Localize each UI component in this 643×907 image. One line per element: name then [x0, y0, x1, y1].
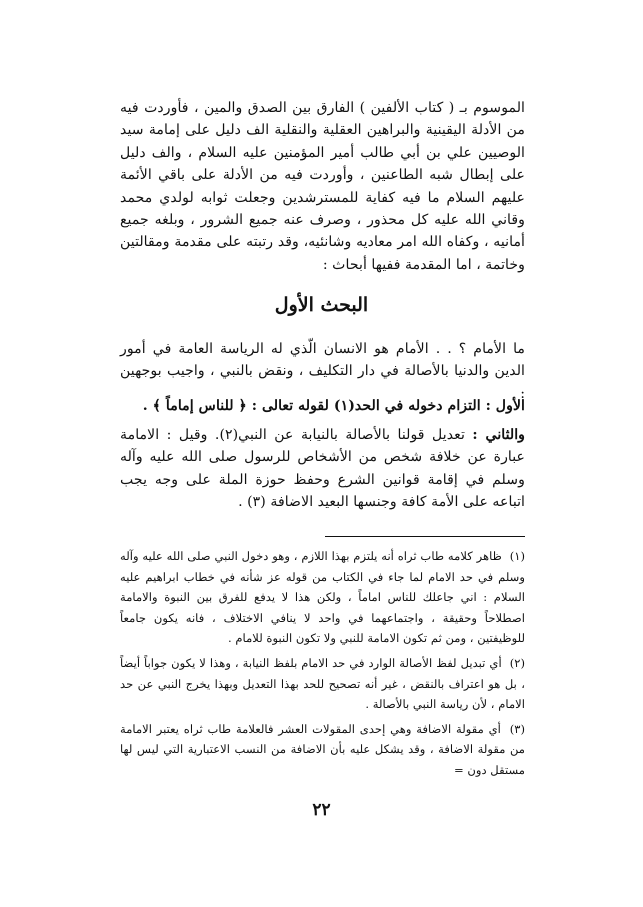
- footnote-text: أي مقولة الاضافة وهي إحدى المقولات العشر فالعلامة طاب ثراه يعتبر الامامة من مقولة الاضافة ، وقد يشكل عليه بأن الاضافة من النسب الاعتبارية التي ليس لها مستقل دون =: [120, 721, 525, 777]
- footnote-text: ظاهر كلامه طاب ثراه أنه يلتزم بهذا اللازم ، وهو دخول النبي صلى الله عليه وآله وسلم في حد الامام لما جاء في الكتاب من قوله عز شأنه في خطاب ابراهيم عليه السلام : اني جاعلك للناس اماماً ، ولكن هذا لا يدفع للفرق بين النبوة والامامة اصطلاحاً وحقيقة ، واجتماعهما في واحد لا ينافي الاختلاف ، فانه يكون جامعاً للوظيفتين ، ومن ثم تكون الامامة للنبي ولا تكون النبوة للامام .: [120, 549, 525, 646]
- footnote-number: (١): [509, 549, 526, 563]
- footnote-number: (٢): [509, 655, 525, 670]
- first-answer-text: التزام دخوله في الحد(١) لقوله تعالى : ﴿ للناس إماماً ﴾ .: [142, 398, 481, 414]
- second-answer-text: تعديل قولنا بالأصالة بالنيابة عن النبي(٢). وقيل : الامامة عبارة عن خلافة شخص من الأشخاص للرسول صلى الله عليه وآله وسلم في إقامة قوانين الشرع وحفظ حوزة الملة على وجه يجب اتباعه على الأمة كافة وجنسها البعيد الاضافة (٣) .: [120, 427, 525, 511]
- footnote-item: [120, 653, 525, 715]
- footnote-text: أي تبديل لفظ الأصالة الوارد في حد الامام بلفظ النيابة ، وهذا لا يكون جواباً أيضاً ، بل هو اعتراف بالنقض ، غير أنه تصحيح للحد بهذا التعديل وبهذا يخرج النبي عن حد الامام ، لأن رياسة النبي بالأصالة .: [120, 655, 525, 712]
- section-heading: البحث الأول: [274, 294, 369, 316]
- second-answer-lead: والثاني :: [472, 427, 526, 443]
- footnote-item: [120, 719, 525, 781]
- intro-paragraph: الموسوم بـ ( كتاب الألفين ) الفارق بين الصدق والمين ، فأوردت فيه من الأدلة اليقينية والبراهين العقلية والنقلية الف دليل على إمامة سيد الوصيين علي بن أبي طالب أمير المؤمنين عليه السلام ، والف دليل على إبطال شبه الطاعنين ، وأوردت فيه من الأدلة على باقي الأئمة عليهم السلام ما فيه كفاية للمسترشدين وجعلت ثوابه لولدي محمد وقاني الله عليه كل محذور ، وصرف عنه جميع الشرور ، وبلغه جميع أمانيه ، وكفاه الله امر معاديه وشانئيه، وقد رتبته على مقدمة ومقالتين وخاتمة ، اما المقدمة ففيها أبحاث :: [120, 100, 525, 273]
- footnote-number: (٣): [509, 721, 525, 736]
- first-answer-paragraph: [120, 395, 525, 417]
- definition-paragraph: ما الأمام ؟ . . الأمام هو الانسان الّذي له الرياسة العامة في أمور الدين والدنيا بالأصالة في دار التكليف ، ونقض بالنبي ، واجيب بوجهين :: [120, 341, 525, 402]
- page-number: ٢٢: [312, 800, 331, 820]
- footnote-separator: [325, 536, 525, 537]
- first-answer-lead: الأول :: [485, 398, 525, 414]
- second-answer-paragraph: [120, 424, 525, 514]
- footnote-item: [120, 546, 525, 649]
- footnotes: [120, 546, 525, 785]
